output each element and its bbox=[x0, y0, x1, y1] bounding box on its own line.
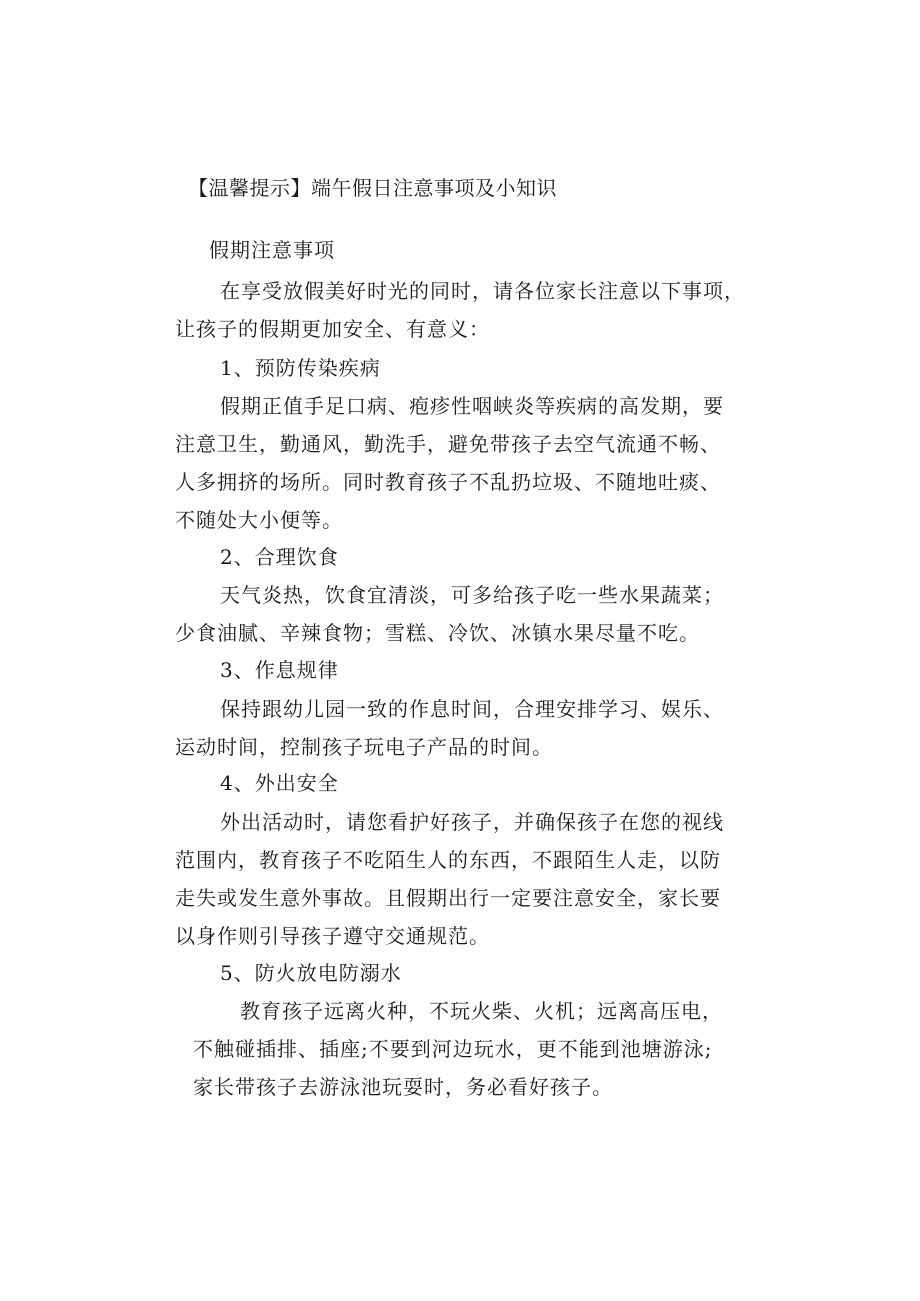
paragraph-line: 少食油腻、辛辣食物；雪糕、冷饮、冰镇水果尽量不吃。 bbox=[175, 621, 700, 645]
paragraph-line: 注意卫生，勤通风，勤洗手，避免带孩子去空气流通不畅、 bbox=[175, 432, 721, 456]
item-heading-4: 4、外出安全 bbox=[220, 771, 339, 795]
paragraph-line: 保持跟幼儿园一致的作息时间，合理安排学习、娱乐、 bbox=[220, 697, 724, 721]
paragraph-line: 不触碰插排、插座;不要到河边玩水，更不能到池塘游泳; bbox=[193, 1037, 713, 1061]
paragraph-line: 人多拥挤的场所。同时教育孩子不乱扔垃圾、不随地吐痰、 bbox=[175, 470, 721, 494]
paragraph-line: 范围内，教育孩子不吃陌生人的东西，不跟陌生人走，以防 bbox=[175, 848, 721, 872]
paragraph-line: 教育孩子远离火种，不玩火柴、火机；远离高压电， bbox=[240, 999, 723, 1023]
item-heading-5: 5、防火放电防溺水 bbox=[220, 961, 402, 985]
paragraph-line: 假期正值手足口病、疱疹性咽峡炎等疾病的高发期，要 bbox=[220, 394, 724, 418]
item-heading-2: 2、合理饮食 bbox=[220, 545, 339, 569]
paragraph-line: 天气炎热，饮食宜清淡，可多给孩子吃一些水果蔬菜； bbox=[220, 583, 724, 607]
paragraph-line: 运动时间，控制孩子玩电子产品的时间。 bbox=[175, 735, 553, 759]
paragraph-line: 外出活动时，请您看护好孩子，并确保孩子在您的视线 bbox=[220, 810, 724, 834]
document-title: 【温馨提示】端午假日注意事项及小知识 bbox=[188, 176, 557, 200]
item-heading-3: 3、作息规律 bbox=[220, 658, 339, 682]
paragraph-line: 不随处大小便等。 bbox=[175, 508, 343, 532]
intro-line: 在享受放假美好时光的同时，请各位家长注意以下事项， bbox=[220, 279, 745, 303]
section-heading: 假期注意事项 bbox=[209, 238, 335, 262]
item-heading-1: 1、预防传染疾病 bbox=[220, 356, 381, 380]
paragraph-line: 家长带孩子去游泳池玩耍时，务必看好孩子。 bbox=[193, 1075, 613, 1099]
paragraph-line: 以身作则引导孩子遵守交通规范。 bbox=[175, 924, 490, 948]
intro-line: 让孩子的假期更加安全、有意义： bbox=[175, 317, 490, 341]
paragraph-line: 走失或发生意外事故。且假期出行一定要注意安全，家长要 bbox=[175, 886, 721, 910]
